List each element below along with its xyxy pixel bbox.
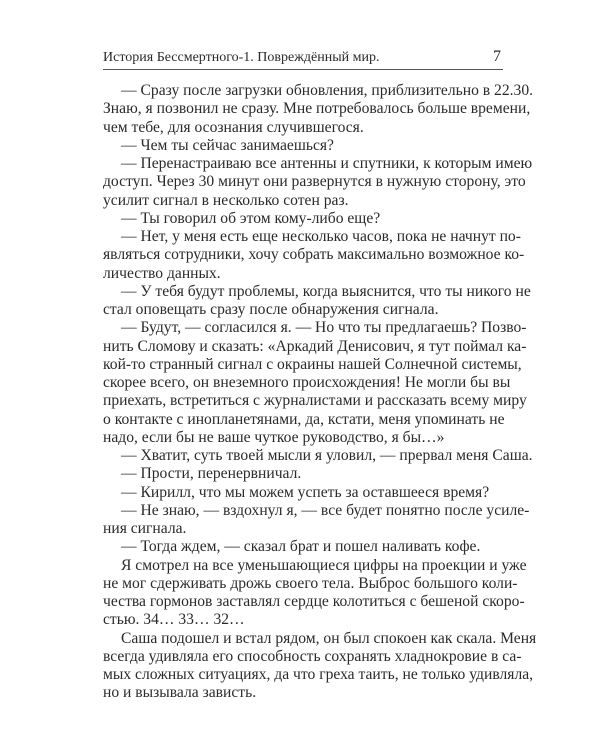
text-line: скорее всего, он внеземного происхождения! Не могли бы вы — [103, 374, 511, 391]
book-title: История Бессмертного-1. Повреждённый мир. — [103, 50, 380, 65]
text-line: чества гормонов заставлял сердце колотиться с бешеной скоро- — [103, 593, 525, 610]
text-line: — Ты говорил об этом кому-либо еще? — [121, 209, 381, 227]
text-line: нить Сломову и сказать: «Аркадий Денисович, я тут поймал ка- — [103, 337, 527, 355]
text-line: стал оповещать сразу после обнаружения сигнала. — [103, 301, 439, 318]
text-line: Я смотрел на все уменьшающиеся цифры на проекции и уже — [121, 556, 527, 574]
running-header — [103, 47, 503, 70]
text-line: мых сложных ситуациях, да что греха таить, не только удивляла, — [103, 666, 534, 683]
text-line: кой-то странный сигнал с окраины нашей Солнечной системы, — [103, 355, 522, 373]
text-line: — Нет, у меня есть еще несколько часов, пока не начнут по- — [121, 228, 521, 245]
text-line: Знаю, я позвонил не сразу. Мне потребовалось больше времени, — [103, 100, 531, 118]
text-line: не мог сдерживать дрожь своего тела. Выброс большого коли- — [103, 574, 518, 592]
text-line: приехать, встретиться с журналистами и рассказать всему миру — [103, 392, 527, 410]
page-number: 7 — [493, 48, 501, 65]
text-line: — Не знаю, — вздохнул я, — все будет понятно после усиле- — [121, 501, 530, 519]
text-line: Саша подошел и встал рядом, он был спокоен как скала. Меня — [121, 629, 537, 647]
text-line: стью. 34… 33… 32… — [103, 611, 245, 629]
page-body-text — [103, 82, 537, 703]
text-line: о контакте с инопланетянами, да, кстати, меня упоминать не — [103, 410, 505, 428]
text-line: — Прости, перенервничал. — [121, 465, 302, 483]
text-line: — Сразу после загрузки обновления, приблизительно в 22.30. — [121, 82, 534, 99]
text-line: надо, если бы не ваше чуткое руководство, я бы…» — [103, 428, 445, 446]
text-line: — Перенастраиваю все антенны и спутники, к которым имею — [121, 155, 533, 172]
text-line: чем тебе, для осознания случившегося. — [103, 118, 364, 136]
text-line: — Тогда ждем, — сказал брат и пошел наливать кофе. — [121, 538, 481, 556]
text-line: личество данных. — [103, 264, 221, 282]
text-line: — У тебя будут проблемы, когда выяснится, что ты никого не — [121, 282, 531, 300]
text-line: — Хватит, суть твоей мысли я уловил, — прервал меня Саша. — [121, 447, 533, 464]
text-line: доступ. Через 30 минут они развернутся в нужную сторону, это — [103, 173, 526, 191]
text-line: всегда удивляла его способность сохранять хладнокровие в са- — [103, 647, 522, 665]
text-line: являться сотрудники, хочу собрать максимально возможное ко- — [103, 246, 525, 264]
text-line: — Будут, — согласился я. — Но что ты предлагаешь? Позво- — [121, 319, 527, 337]
text-line: — Чем ты сейчас занимаешься? — [121, 136, 334, 154]
text-line: — Кирилл, что мы можем успеть за оставшееся время? — [121, 483, 490, 501]
text-line: усилит сигнал в несколько сотен раз. — [103, 191, 349, 209]
text-line: но и вызывала зависть. — [103, 684, 257, 702]
text-line: ния сигнала. — [103, 520, 187, 537]
